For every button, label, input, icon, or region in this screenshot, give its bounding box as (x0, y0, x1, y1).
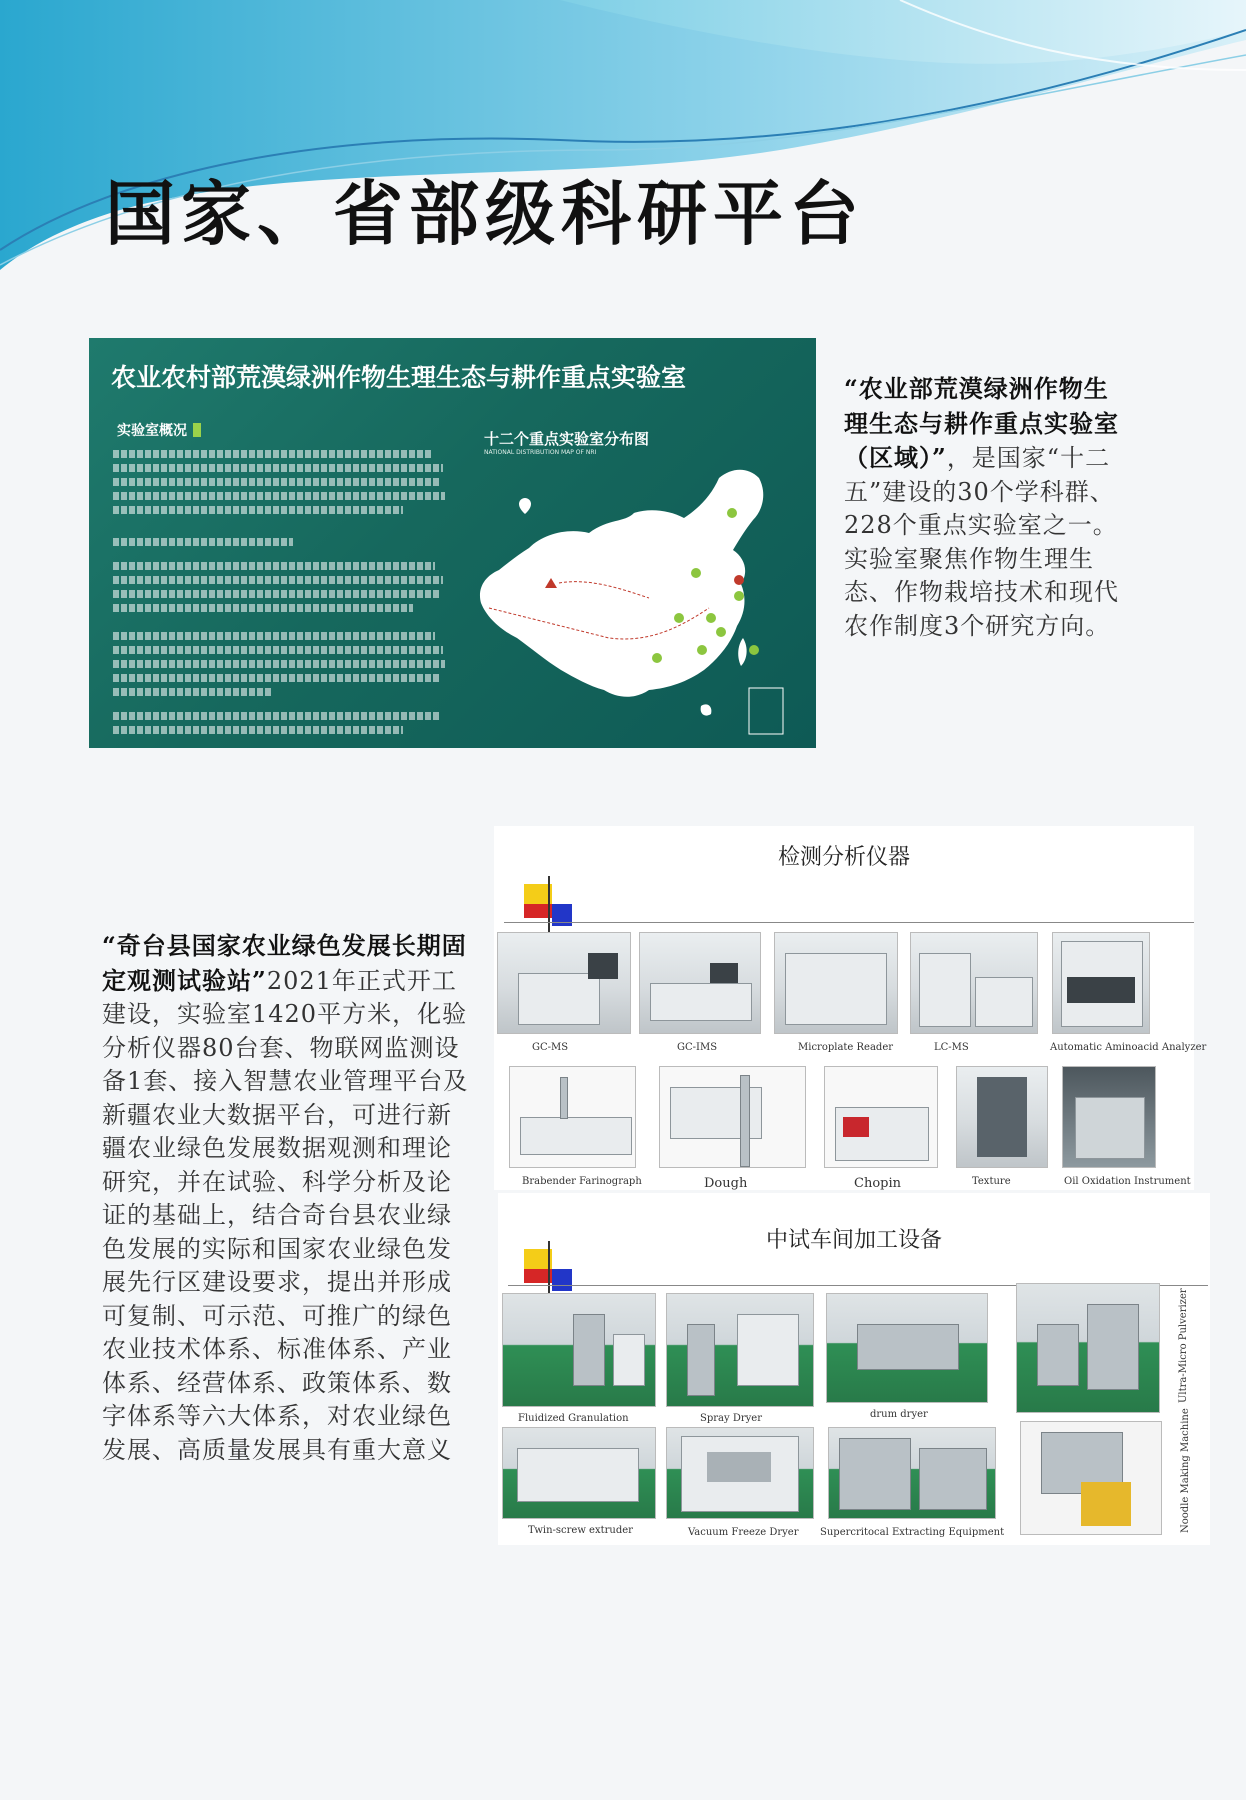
equipment-caption: Supercritocal Extracting Equipment (820, 1527, 1005, 1538)
page-title: 国家、省部级科研平台 (105, 172, 865, 255)
board-text-line (113, 660, 445, 668)
board-text-line (113, 450, 433, 458)
board-text-line (113, 688, 273, 696)
instruments-heading: 检测分析仪器 (777, 845, 910, 870)
instrument-caption: Dough (704, 1176, 748, 1191)
lab-description-text: ，是国家“十二五”建设的30个学科群、228个重点实验室之一。实验室聚焦作物生理生态、作物栽培技术和现代农作制度3个研究方向。 (844, 444, 1119, 640)
board-text-line (113, 576, 443, 584)
decor-blocks (524, 1241, 584, 1301)
equipment-photo (826, 1293, 988, 1403)
equipment-caption-vertical: Ultra-Micro Pulverizer (1178, 1288, 1189, 1403)
board-text-line (113, 712, 441, 720)
instrument-photo (1062, 1066, 1156, 1168)
board-text-line (113, 492, 445, 500)
instrument-caption: Microplate Reader (798, 1042, 894, 1053)
instrument-caption: Automatic Aminoacid Analyzer (1050, 1042, 1207, 1053)
pilot-equipment-panel (498, 1193, 1210, 1545)
equipment-photo (666, 1293, 814, 1407)
board-text-line (113, 478, 439, 486)
equipment-caption: Vacuum Freeze Dryer (688, 1527, 799, 1538)
instrument-caption: Oil Oxidation Instrument (1064, 1176, 1191, 1187)
equipment-photo (1016, 1283, 1160, 1413)
map-title: 十二个重点实验室分布图 (484, 430, 650, 448)
equipment-caption: drum dryer (870, 1409, 928, 1420)
pilot-heading: 中试车间加工设备 (765, 1228, 942, 1253)
equipment-photo (502, 1293, 656, 1407)
station-name-quote: “奇台县国家农业绿色发展长期固定观测试验站” (102, 931, 467, 995)
decor-blocks (524, 876, 584, 936)
board-text-line (113, 506, 403, 514)
instrument-caption: Chopin (854, 1176, 901, 1191)
instrument-photo (509, 1066, 636, 1168)
equipment-photo (666, 1427, 814, 1519)
board-text-line (113, 646, 443, 654)
instrument-photo (910, 932, 1038, 1034)
instrument-photo (1052, 932, 1150, 1034)
board-text-line (113, 604, 413, 612)
board-text-line (113, 464, 443, 472)
lab-description (844, 372, 1122, 643)
instrument-photo (824, 1066, 938, 1168)
station-description (102, 929, 472, 1467)
instrument-caption: Texture (972, 1176, 1011, 1187)
board-text-line (113, 674, 441, 682)
equipment-photo (502, 1427, 656, 1519)
board-text-line (113, 590, 441, 598)
board-text-line (113, 562, 435, 570)
equipment-caption-vertical: Noodle Making Machine (1180, 1408, 1191, 1533)
board-text-line (113, 726, 403, 734)
equipment-caption: Twin-screw extruder (528, 1525, 633, 1536)
instruments-panel (494, 826, 1207, 1191)
station-description-text: 2021年正式开工建设，实验室1420平方米，化验分析仪器80台套、物联网监测设备1套、接入智慧农业管理平台及新疆农业大数据平台，可进行新疆农业绿色发展数据观测和理论研究，并在试验、科学分析及论证的基础上，结合奇台县农业绿色发展的实际和国家农业绿色发展先行区建设要求，提出并形成可复制、可示范、可推广的绿色农业技术体系、标准体系、产业体系、经营体系、政策体系、数字体系等六大体系，对农业绿色发展、高质量发展具有重大意义 (102, 966, 469, 1464)
instrument-photo (639, 932, 761, 1034)
board-section-label: 实验室概况 (117, 420, 201, 440)
equipment-caption: Spray Dryer (700, 1413, 762, 1424)
map-subtitle: NATIONAL DISTRIBUTION MAP OF NRI (484, 449, 597, 456)
lab-board-photo (89, 338, 816, 748)
instrument-photo (659, 1066, 806, 1168)
instrument-photo (497, 932, 631, 1034)
instrument-photo (956, 1066, 1048, 1168)
instrument-caption: LC-MS (934, 1042, 969, 1053)
equipment-photo (828, 1427, 996, 1519)
equipment-photo (1020, 1421, 1162, 1535)
lab-name-quote: “农业部荒漠绿洲作物生理生态与耕作重点实验室（区域）” (844, 374, 1119, 472)
equipment-caption: Fluidized Granulation (518, 1413, 629, 1424)
board-text-line (113, 538, 293, 546)
board-text-line (113, 632, 435, 640)
instrument-caption: GC-IMS (677, 1042, 718, 1053)
china-distribution-map (449, 438, 789, 738)
board-title: 农业农村部荒漠绿洲作物生理生态与耕作重点实验室 (111, 363, 687, 392)
divider (504, 922, 1194, 923)
instrument-photo (774, 932, 898, 1034)
instrument-caption: GC-MS (532, 1042, 569, 1053)
instrument-caption: Brabender Farinograph (522, 1176, 642, 1187)
